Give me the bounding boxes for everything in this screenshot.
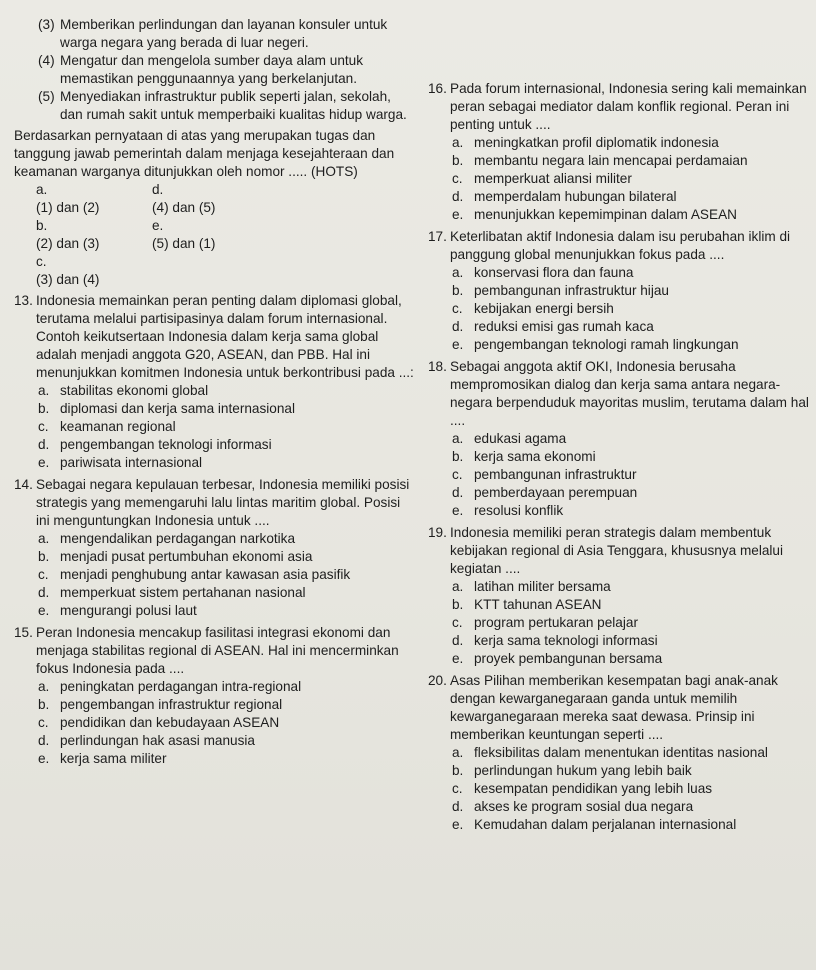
answer-option[interactable]: d. memperdalam hubungan bilateral — [452, 189, 677, 204]
answer-option[interactable]: b. pengembangan infrastruktur regional — [38, 697, 283, 712]
question-text: 17. Keterlibatan aktif Indonesia dalam isu perubahan iklim di panggung global menunjukkan fokus pada .... — [428, 229, 791, 262]
answer-option[interactable]: e. mengurangi polusi laut — [38, 603, 197, 618]
statement-options — [14, 181, 414, 289]
question-text: 18. Sebagai anggota aktif OKI, Indonesia berusaha mempromosikan dialog dan kerja sama antara negara-negara berpenduduk mayoritas muslim, terutama dalam hal .... — [428, 359, 809, 428]
statement-item: (3) Memberikan perlindungan dan layanan konsuler untuk warga negara yang berada di luar negeri. — [38, 17, 388, 50]
question-text: 19. Indonesia memiliki peran strategis dalam membentuk kebijakan regional di Asia Tenggara, khususnya melalui kegiatan .... — [428, 525, 784, 576]
answer-option[interactable]: d. pengembangan teknologi informasi — [38, 437, 272, 452]
answer-option[interactable]: d. memperkuat sistem pertahanan nasional — [38, 585, 306, 600]
answer-option[interactable]: b. menjadi pusat pertumbuhan ekonomi asia — [38, 549, 313, 564]
question-19 — [428, 524, 810, 668]
answer-option[interactable]: d. reduksi emisi gas rumah kaca — [452, 319, 654, 334]
answer-option[interactable]: c. kebijakan energi bersih — [452, 301, 614, 316]
question-16 — [428, 80, 810, 224]
answer-option[interactable]: a. edukasi agama — [452, 431, 567, 446]
statement-instruction: Berdasarkan pernyataan di atas yang merupakan tugas dan tanggung jawab pemerintah dalam menjaga kesejahteraan dan keamanan warganya ditunjukkan oleh nomor ..... (HOTS) — [14, 128, 395, 179]
answer-option[interactable]: c. keamanan regional — [38, 419, 176, 434]
question-15 — [14, 624, 414, 768]
question-text: 15. Peran Indonesia mencakup fasilitasi integrasi ekonomi dan menjaga stabilitas regional di ASEAN. Hal ini mencerminkan fokus Indonesia pada .... — [14, 625, 399, 676]
question-13 — [14, 292, 414, 472]
question-17 — [428, 228, 810, 354]
answer-option[interactable]: e. kerja sama militer — [38, 751, 167, 766]
answer-option[interactable]: c. program pertukaran pelajar — [452, 615, 638, 630]
answer-option[interactable]: b. membantu negara lain mencapai perdamaian — [452, 153, 748, 168]
answer-option[interactable]: c. menjadi penghubung antar kawasan asia pasifik — [38, 567, 351, 582]
question-20 — [428, 672, 810, 834]
answer-option[interactable]: b. diplomasi dan kerja sama internasional — [38, 401, 295, 416]
answer-option[interactable]: d. kerja sama teknologi informasi — [452, 633, 658, 648]
answer-option[interactable]: a. latihan militer bersama — [452, 579, 611, 594]
answer-option[interactable]: a. peningkatan perdagangan intra-regional — [38, 679, 302, 694]
answer-option[interactable]: b. KTT tahunan ASEAN — [452, 597, 602, 612]
statement-item: (5) Menyediakan infrastruktur publik seperti jalan, sekolah, dan rumah sakit untuk memperbaiki kualitas hidup warga. — [38, 89, 407, 122]
answer-option[interactable]: c. pendidikan dan kebudayaan ASEAN — [38, 715, 280, 730]
question-18 — [428, 358, 810, 520]
answer-option[interactable]: c. memperkuat aliansi militer — [452, 171, 632, 186]
answer-option[interactable]: d. perlindungan hak asasi manusia — [38, 733, 255, 748]
answer-option[interactable]: c. (3) dan (4) — [36, 254, 100, 287]
right-column — [428, 80, 810, 835]
answer-option[interactable]: e. (5) dan (1) — [152, 218, 216, 251]
answer-option[interactable]: b. pembangunan infrastruktur hijau — [452, 283, 669, 298]
answer-option[interactable]: a. stabilitas ekonomi global — [38, 383, 209, 398]
answer-option[interactable]: e. proyek pembangunan bersama — [452, 651, 663, 666]
answer-option[interactable]: d. akses ke program sosial dua negara — [452, 799, 694, 814]
statement-item: (4) Mengatur dan mengelola sumber daya alam untuk memastikan penggunaannya yang berkelanjutan. — [38, 53, 364, 86]
question-text: 13. Indonesia memainkan peran penting dalam diplomasi global, terutama melalui partisipasinya dalam forum internasional. Contoh keikutsertaan Indonesia dalam kerja sama global adalah menjadi anggota G20, ASEAN, dan PBB. Hal ini menunjukkan komitmen Indonesia untuk berkontribusi pada ...: — [14, 293, 414, 380]
question-text: 16. Pada forum internasional, Indonesia sering kali memainkan peran sebagai mediator dalam konflik regional. Peran ini penting untuk .... — [428, 81, 807, 132]
statement-list — [14, 16, 414, 124]
answer-option[interactable]: b. (2) dan (3) — [36, 218, 100, 251]
answer-option[interactable]: a. meningkatkan profil diplomatik indonesia — [452, 135, 719, 150]
left-column — [14, 14, 414, 769]
answer-option[interactable]: d. pemberdayaan perempuan — [452, 485, 638, 500]
question-text: 20. Asas Pilihan memberikan kesempatan bagi anak-anak dengan kewarganegaraan ganda untuk memilih kewarganegaraan mereka saat dewasa. Prinsip ini memberikan keuntungan seperti .... — [428, 673, 778, 742]
answer-option[interactable]: e. menunjukkan kepemimpinan dalam ASEAN — [452, 207, 737, 222]
answer-option[interactable]: e. resolusi konflik — [452, 503, 564, 518]
answer-option[interactable]: c. pembangunan infrastruktur — [452, 467, 637, 482]
answer-option[interactable]: c. kesempatan pendidikan yang lebih luas — [452, 781, 713, 796]
answer-option[interactable]: e. Kemudahan dalam perjalanan internasional — [452, 817, 737, 832]
answer-option[interactable]: b. kerja sama ekonomi — [452, 449, 596, 464]
answer-option[interactable]: a. (1) dan (2) — [36, 182, 100, 215]
answer-option[interactable]: e. pengembangan teknologi ramah lingkungan — [452, 337, 739, 352]
question-14 — [14, 476, 414, 620]
answer-option[interactable]: a. konservasi flora dan fauna — [452, 265, 634, 280]
question-text: 14. Sebagai negara kepulauan terbesar, Indonesia memiliki posisi strategis yang memengaruhi lalu lintas maritim global. Posisi ini menguntungkan Indonesia untuk .... — [14, 477, 410, 528]
answer-option[interactable]: e. pariwisata internasional — [38, 455, 203, 470]
answer-option[interactable]: b. perlindungan hukum yang lebih baik — [452, 763, 692, 778]
answer-option[interactable]: d. (4) dan (5) — [152, 182, 216, 215]
answer-option[interactable]: a. mengendalikan perdagangan narkotika — [38, 531, 296, 546]
answer-option[interactable]: a. fleksibilitas dalam menentukan identitas nasional — [452, 745, 768, 760]
